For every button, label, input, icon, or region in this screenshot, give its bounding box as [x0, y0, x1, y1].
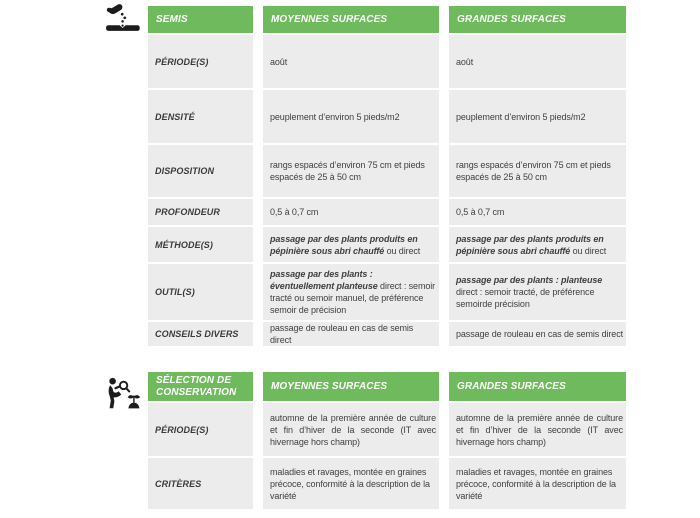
- text-segment: passage par des plants produits en pépinière sous abri chauffé: [456, 233, 604, 256]
- row-label-criteres: CRITÈRES: [148, 458, 253, 509]
- text-segment: passage par des plants produits en pépinière sous abri chauffé: [270, 233, 418, 256]
- cell-text: [456, 466, 623, 502]
- cell-text: [456, 412, 623, 448]
- cell-selection-de-conservation-periode-s-col2: [449, 403, 626, 456]
- cell-text: [270, 233, 436, 257]
- semis-title: SEMIS: [148, 6, 253, 33]
- text-segment: rangs espacés d’environ 75 cm et pieds espacés de 25 à 50 cm: [456, 160, 611, 182]
- selection-de-conservation-grid: [148, 372, 626, 509]
- sowing-hand-icon: [105, 3, 141, 33]
- cell-selection-de-conservation-criteres-col2: [449, 458, 626, 509]
- row-label-outil-s: OUTIL(S): [148, 264, 253, 320]
- cell-selection-de-conservation-periode-s-col1: [263, 403, 439, 456]
- cell-text: [456, 233, 623, 257]
- cell-text: [456, 111, 623, 123]
- cell-semis-conseils-divers-col1: [263, 322, 439, 346]
- row-label-densite: DENSITÉ: [148, 90, 253, 143]
- cell-text: [456, 159, 623, 183]
- cell-semis-densite-col1: [263, 90, 439, 143]
- text-segment: passage par des plants : éventuellement planteuse: [270, 269, 378, 291]
- cell-text: [270, 412, 436, 448]
- text-segment: peuplement d’environ 5 pieds/m2: [270, 111, 400, 122]
- text-segment: ou direct: [570, 245, 607, 256]
- row-label-profondeur: PROFONDEUR: [148, 199, 253, 225]
- selection-de-conservation-title: SÉLECTION DE CONSERVATION: [148, 372, 253, 401]
- cell-text: [456, 274, 623, 310]
- cell-text: [270, 159, 436, 183]
- row-label-periode-s: PÉRIODE(S): [148, 35, 253, 88]
- sowing-hand-icon-svg: [105, 3, 141, 33]
- text-segment: 0,5 à 0,7 cm: [456, 207, 505, 217]
- row-label-conseils-divers: CONSEILS DIVERS: [148, 322, 253, 346]
- cell-text: [456, 206, 623, 218]
- cell-semis-profondeur-col2: [449, 199, 626, 225]
- cell-semis-outil-s-col1: [263, 264, 439, 320]
- column-header-moyennes-surfaces: MOYENNES SURFACES: [263, 6, 439, 33]
- text-segment: maladies et ravages, montée en graines précoce, conformité à la description de la variété: [456, 466, 616, 501]
- row-label-periode-s: PÉRIODE(S): [148, 403, 253, 456]
- plant-inspection-icon-svg: [106, 376, 141, 410]
- cell-semis-disposition-col2: [449, 145, 626, 197]
- cell-text: [270, 56, 436, 68]
- plant-inspection-icon: [106, 376, 141, 410]
- cell-semis-conseils-divers-col2: [449, 322, 626, 346]
- cell-semis-periode-s-col2: [449, 35, 626, 88]
- column-header-moyennes-surfaces: MOYENNES SURFACES: [263, 372, 439, 401]
- column-header-grandes-surfaces: GRANDES SURFACES: [449, 372, 626, 401]
- text-segment: rangs espacés d’environ 75 cm et pieds espacés de 25 à 50 cm: [270, 160, 425, 182]
- cell-text: [270, 111, 436, 123]
- text-segment: automne de la première année de culture et fin d’hiver de la seconde (IT avec hivernage hors champ): [270, 412, 436, 447]
- cell-semis-methode-s-col2: [449, 227, 626, 262]
- selection-de-conservation-table: [148, 372, 626, 509]
- text-segment: direct : semoir tracté ou semoir manuel, de préférence semoir de précision: [270, 281, 436, 315]
- text-segment: août: [270, 56, 288, 67]
- cell-semis-methode-s-col1: [263, 227, 439, 262]
- text-segment: 0,5 à 0,7 cm: [270, 207, 319, 217]
- cell-semis-profondeur-col1: [263, 199, 439, 225]
- cell-text: [456, 328, 623, 340]
- cell-text: [270, 268, 436, 316]
- text-segment: passage de rouleau en cas de semis direct: [456, 329, 624, 339]
- cell-semis-densite-col2: [449, 90, 626, 143]
- text-segment: direct : semoir tracté, de préférence semoirde précision: [456, 287, 595, 309]
- column-header-grandes-surfaces: GRANDES SURFACES: [449, 6, 626, 33]
- cell-text: [270, 466, 436, 502]
- text-segment: peuplement d’environ 5 pieds/m2: [456, 111, 586, 122]
- cell-text: [270, 206, 436, 218]
- cell-semis-periode-s-col1: [263, 35, 439, 88]
- semis-grid: [148, 6, 626, 346]
- text-segment: ou direct: [384, 245, 421, 256]
- cell-semis-disposition-col1: [263, 145, 439, 197]
- text-segment: août: [456, 56, 474, 67]
- row-label-methode-s: MÉTHODE(S): [148, 227, 253, 262]
- text-segment: maladies et ravages, montée en graines précoce, conformité à la description de la variété: [270, 466, 430, 501]
- cell-text: [456, 56, 623, 68]
- text-segment: automne de la première année de culture et fin d’hiver de la seconde (IT avec hivernage hors champ): [456, 412, 623, 447]
- text-segment: passage par des plants : planteuse: [456, 275, 603, 285]
- row-label-disposition: DISPOSITION: [148, 145, 253, 197]
- text-segment: passage de rouleau en cas de semis direct: [270, 323, 414, 345]
- cell-text: [270, 322, 436, 346]
- semis-table: [148, 6, 626, 346]
- cell-semis-outil-s-col2: [449, 264, 626, 320]
- cell-selection-de-conservation-criteres-col1: [263, 458, 439, 509]
